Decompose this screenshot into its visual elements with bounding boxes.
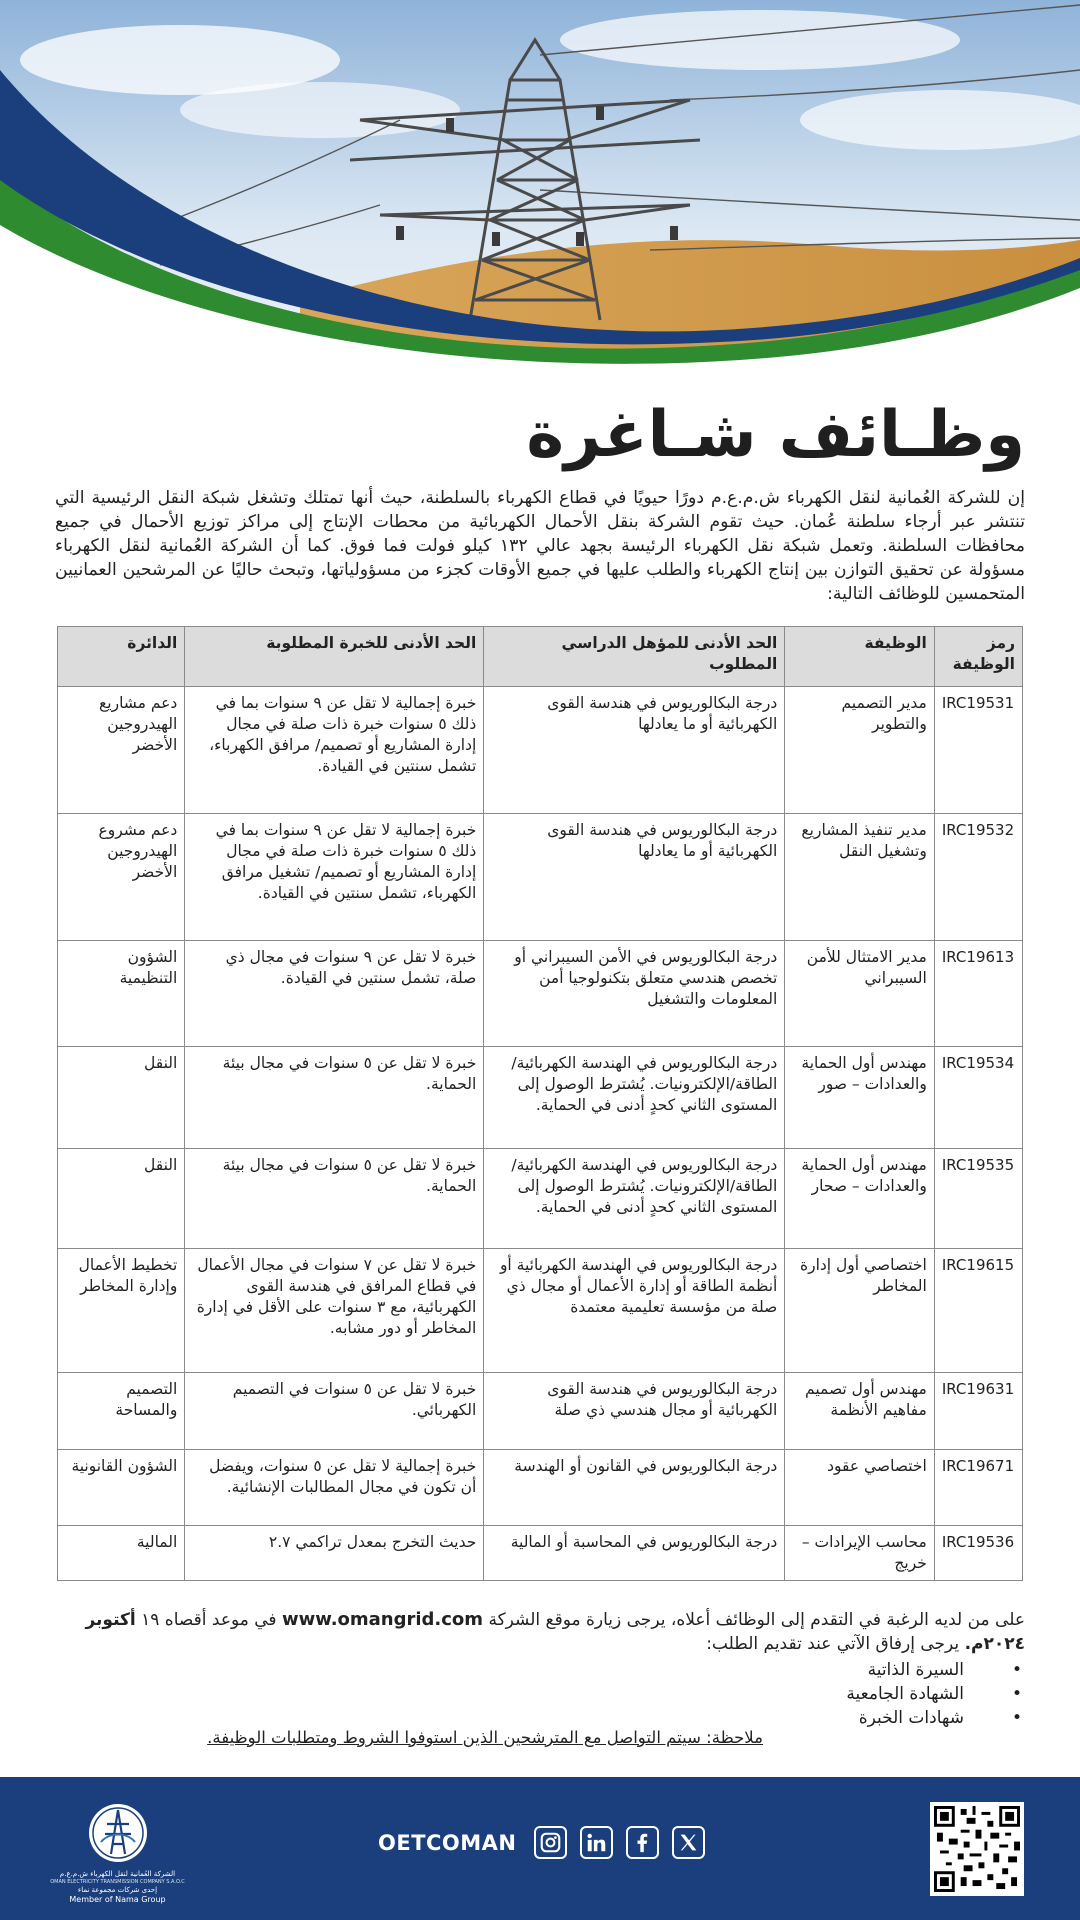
table-row bbox=[58, 1450, 1023, 1526]
group-name-en: Member of Nama Group bbox=[69, 1895, 166, 1904]
job-department: دعم مشروع الهيدروجين الأخضر bbox=[58, 814, 185, 941]
x-icon[interactable] bbox=[672, 1826, 705, 1859]
job-code: IRC19531 bbox=[934, 687, 1022, 814]
job-qualification: درجة البكالوريوس في الهندسة الكهربائية/الطاقة/الإلكترونيات. يُشترط الوصول إلى المستوى الثاني كحدٍ أدنى في الحماية. bbox=[484, 1047, 785, 1149]
job-code: IRC19615 bbox=[934, 1249, 1022, 1373]
table-row bbox=[58, 687, 1023, 814]
instagram-icon[interactable] bbox=[534, 1826, 567, 1859]
table-row bbox=[58, 1526, 1023, 1581]
job-qualification: درجة البكالوريوس في القانون أو الهندسة bbox=[484, 1450, 785, 1526]
job-title: مدير تنفيذ المشاريع وتشغيل النقل bbox=[785, 814, 935, 941]
header-qualification: الحد الأدنى للمؤهل الدراسي المطلوب bbox=[484, 627, 785, 687]
vacancies-table bbox=[57, 626, 1023, 1581]
apply-instructions bbox=[57, 1608, 1025, 1656]
table-row bbox=[58, 814, 1023, 941]
job-experience: خبرة لا تقل عن ٥ سنوات في التصميم الكهربائي. bbox=[185, 1373, 484, 1450]
job-title: محاسب الإيرادات – خريج bbox=[785, 1526, 935, 1581]
footer-bar bbox=[0, 1777, 1080, 1920]
job-qualification: درجة البكالوريوس في هندسة القوى الكهربائية أو ما يعادلها bbox=[484, 687, 785, 814]
table-row bbox=[58, 1249, 1023, 1373]
job-department: الشؤون القانونية bbox=[58, 1450, 185, 1526]
table-row bbox=[58, 1047, 1023, 1149]
job-experience: خبرة لا تقل عن ٧ سنوات في مجال الأعمال في قطاع المرافق في هندسة القوى الكهربائية، مع ٣ سنوات على الأقل في إدارة المخاطر أو دور مشابه. bbox=[185, 1249, 484, 1373]
job-department: النقل bbox=[58, 1149, 185, 1249]
job-code: IRC19671 bbox=[934, 1450, 1022, 1526]
job-experience: خبرة إجمالية لا تقل عن ٩ سنوات بما في ذلك ٥ سنوات خبرة ذات صلة في مجال إدارة المشاريع أو تصميم/ مرافق الكهرباء، تشمل سنتين في القيادة. bbox=[185, 687, 484, 814]
transmission-tower-illustration bbox=[0, 0, 1080, 385]
job-code: IRC19613 bbox=[934, 941, 1022, 1047]
social-handle: OETCOMAN bbox=[378, 1830, 517, 1855]
apply-text-middle: في موعد أقصاه ١٩ bbox=[141, 1610, 277, 1630]
job-department: تخطيط الأعمال وإدارة المخاطر bbox=[58, 1249, 185, 1373]
apply-text-before: على من لديه الرغبة في التقدم إلى الوظائف أعلاه، يرجى زيارة موقع الشركة bbox=[488, 1610, 1025, 1630]
job-experience: خبرة إجمالية لا تقل عن ٥ سنوات، ويفضل أن تكون في مجال المطالبات الإنشائية. bbox=[185, 1450, 484, 1526]
job-experience: خبرة لا تقل عن ٩ سنوات في مجال ذي صلة، تشمل سنتين في القيادة. bbox=[185, 941, 484, 1047]
job-qualification: درجة البكالوريوس في هندسة القوى الكهربائية أو ما يعادلها bbox=[484, 814, 785, 941]
linkedin-icon[interactable] bbox=[580, 1826, 613, 1859]
table-row bbox=[58, 1149, 1023, 1249]
table-row bbox=[58, 1373, 1023, 1450]
job-code: IRC19536 bbox=[934, 1526, 1022, 1581]
table-row bbox=[58, 941, 1023, 1047]
job-department: الشؤون التنظيمية bbox=[58, 941, 185, 1047]
job-code: IRC19532 bbox=[934, 814, 1022, 941]
job-department: دعم مشاريع الهيدروجين الأخضر bbox=[58, 687, 185, 814]
job-title: اختصاصي أول إدارة المخاطر bbox=[785, 1249, 935, 1373]
job-qualification: درجة البكالوريوس في الأمن السيبراني أو تخصص هندسي متعلق بتكنولوجيا أمن المعلومات والتشغيل bbox=[484, 941, 785, 1047]
job-qualification: درجة البكالوريوس في الهندسة الكهربائية/الطاقة/الإلكترونيات. يُشترط الوصول إلى المستوى الثاني كحدٍ أدنى في الحماية. bbox=[484, 1149, 785, 1249]
job-title: اختصاصي عقود bbox=[785, 1450, 935, 1526]
header-experience: الحد الأدنى للخبرة المطلوبة bbox=[185, 627, 484, 687]
facebook-icon[interactable] bbox=[626, 1826, 659, 1859]
logo-name-ar: الشركة العُمانية لنقل الكهرباء ش.م.ع.م bbox=[59, 1870, 176, 1878]
company-website-link[interactable]: www.omangrid.com bbox=[281, 1609, 484, 1630]
page-title: وظـائف شـاغرة bbox=[526, 398, 1025, 472]
social-links bbox=[378, 1826, 705, 1859]
job-code: IRC19535 bbox=[934, 1149, 1022, 1249]
job-qualification: درجة البكالوريوس في هندسة القوى الكهربائية أو مجال هندسي ذي صلة bbox=[484, 1373, 785, 1450]
job-experience: خبرة إجمالية لا تقل عن ٩ سنوات بما في ذلك ٥ سنوات خبرة ذات صلة في مجال إدارة المشاريع أو تصميم/ تشغيل مرافق الكهرباء، تشمل سنتين في القيادة. bbox=[185, 814, 484, 941]
note-text: ملاحظة: سيتم التواصل مع المترشحين الذين استوفوا الشروط ومتطلبات الوظيفة. bbox=[207, 1728, 763, 1747]
apply-text-after: يرجى إرفاق الآتي عند تقديم الطلب: bbox=[706, 1634, 960, 1654]
job-code: IRC19534 bbox=[934, 1047, 1022, 1149]
required-documents-list bbox=[846, 1658, 1022, 1730]
list-item: • شهادات الخبرة bbox=[846, 1706, 1022, 1730]
logo-name-en: OMAN ELECTRICITY TRANSMISSION COMPANY S.A.O.C bbox=[50, 1879, 185, 1885]
job-qualification: درجة البكالوريوس في الهندسة الكهربائية أو أنظمة الطاقة أو إدارة الأعمال أو مجال ذي صلة من مؤسسة تعليمية معتمدة bbox=[484, 1249, 785, 1373]
job-experience: خبرة لا تقل عن ٥ سنوات في مجال بيئة الحماية. bbox=[185, 1149, 484, 1249]
job-department: المالية bbox=[58, 1526, 185, 1581]
job-title: مدير التصميم والتطوير bbox=[785, 687, 935, 814]
job-title: مهندس أول الحماية والعدادات – صحار bbox=[785, 1149, 935, 1249]
hero-banner bbox=[0, 0, 1080, 385]
header-department: الدائرة bbox=[58, 627, 185, 687]
company-logo bbox=[50, 1802, 185, 1902]
job-experience: حديث التخرج بمعدل تراكمي ٢.٧ bbox=[185, 1526, 484, 1581]
header-title: الوظيفة bbox=[785, 627, 935, 687]
job-title: مهندس أول تصميم مفاهيم الأنظمة bbox=[785, 1373, 935, 1450]
job-department: التصميم والمساحة bbox=[58, 1373, 185, 1450]
job-qualification: درجة البكالوريوس في المحاسبة أو المالية bbox=[484, 1526, 785, 1581]
job-experience: خبرة لا تقل عن ٥ سنوات في مجال بيئة الحماية. bbox=[185, 1047, 484, 1149]
qr-code[interactable] bbox=[930, 1802, 1024, 1896]
job-title: مهندس أول الحماية والعدادات – صور bbox=[785, 1047, 935, 1149]
qr-code-icon bbox=[934, 1806, 1020, 1892]
apply-deadline: أكتوبر ٢٠٢٤م. bbox=[85, 1610, 1025, 1654]
list-item: • السيرة الذاتية bbox=[846, 1658, 1022, 1682]
table-header-row bbox=[58, 627, 1023, 687]
job-code: IRC19631 bbox=[934, 1373, 1022, 1450]
group-name-ar: إحدى شركات مجموعة نماء bbox=[77, 1886, 158, 1894]
intro-paragraph: إن للشركة العُمانية لنقل الكهرباء ش.م.ع.م دورًا حيويًا في قطاع الكهرباء بالسلطنة، حيث أنها تمتلك وتشغل شبكة النقل الرئيسية التي تنتشر عبر أرجاء سلطنة عُمان. حيث تقوم الشركة بنقل الأحمال الكهربائية من محطات الإنتاج إلى مراكز توزيع الأحمال في جميع محافظات السلطنة. وتعمل شبكة نقل الكهرباء الرئيسة بجهد عالي ١٣٢ كيلو فولت فما فوق. كما أن الشركة العُمانية لنقل الكهرباء مسؤولة عن تحقيق التوازن بين إنتاج الكهرباء والطلب عليها في جميع الأوقات كجزء من مسؤولياتها، وتبحث حاليًا عن المرشحين العمانيين المتحمسين للوظائف التالية: bbox=[55, 488, 1025, 604]
list-item: • الشهادة الجامعية bbox=[846, 1682, 1022, 1706]
job-department: النقل bbox=[58, 1047, 185, 1149]
header-code: رمز الوظيفة bbox=[934, 627, 1022, 687]
oetc-logo-icon bbox=[87, 1802, 149, 1864]
job-title: مدير الامتثال للأمن السيبراني bbox=[785, 941, 935, 1047]
